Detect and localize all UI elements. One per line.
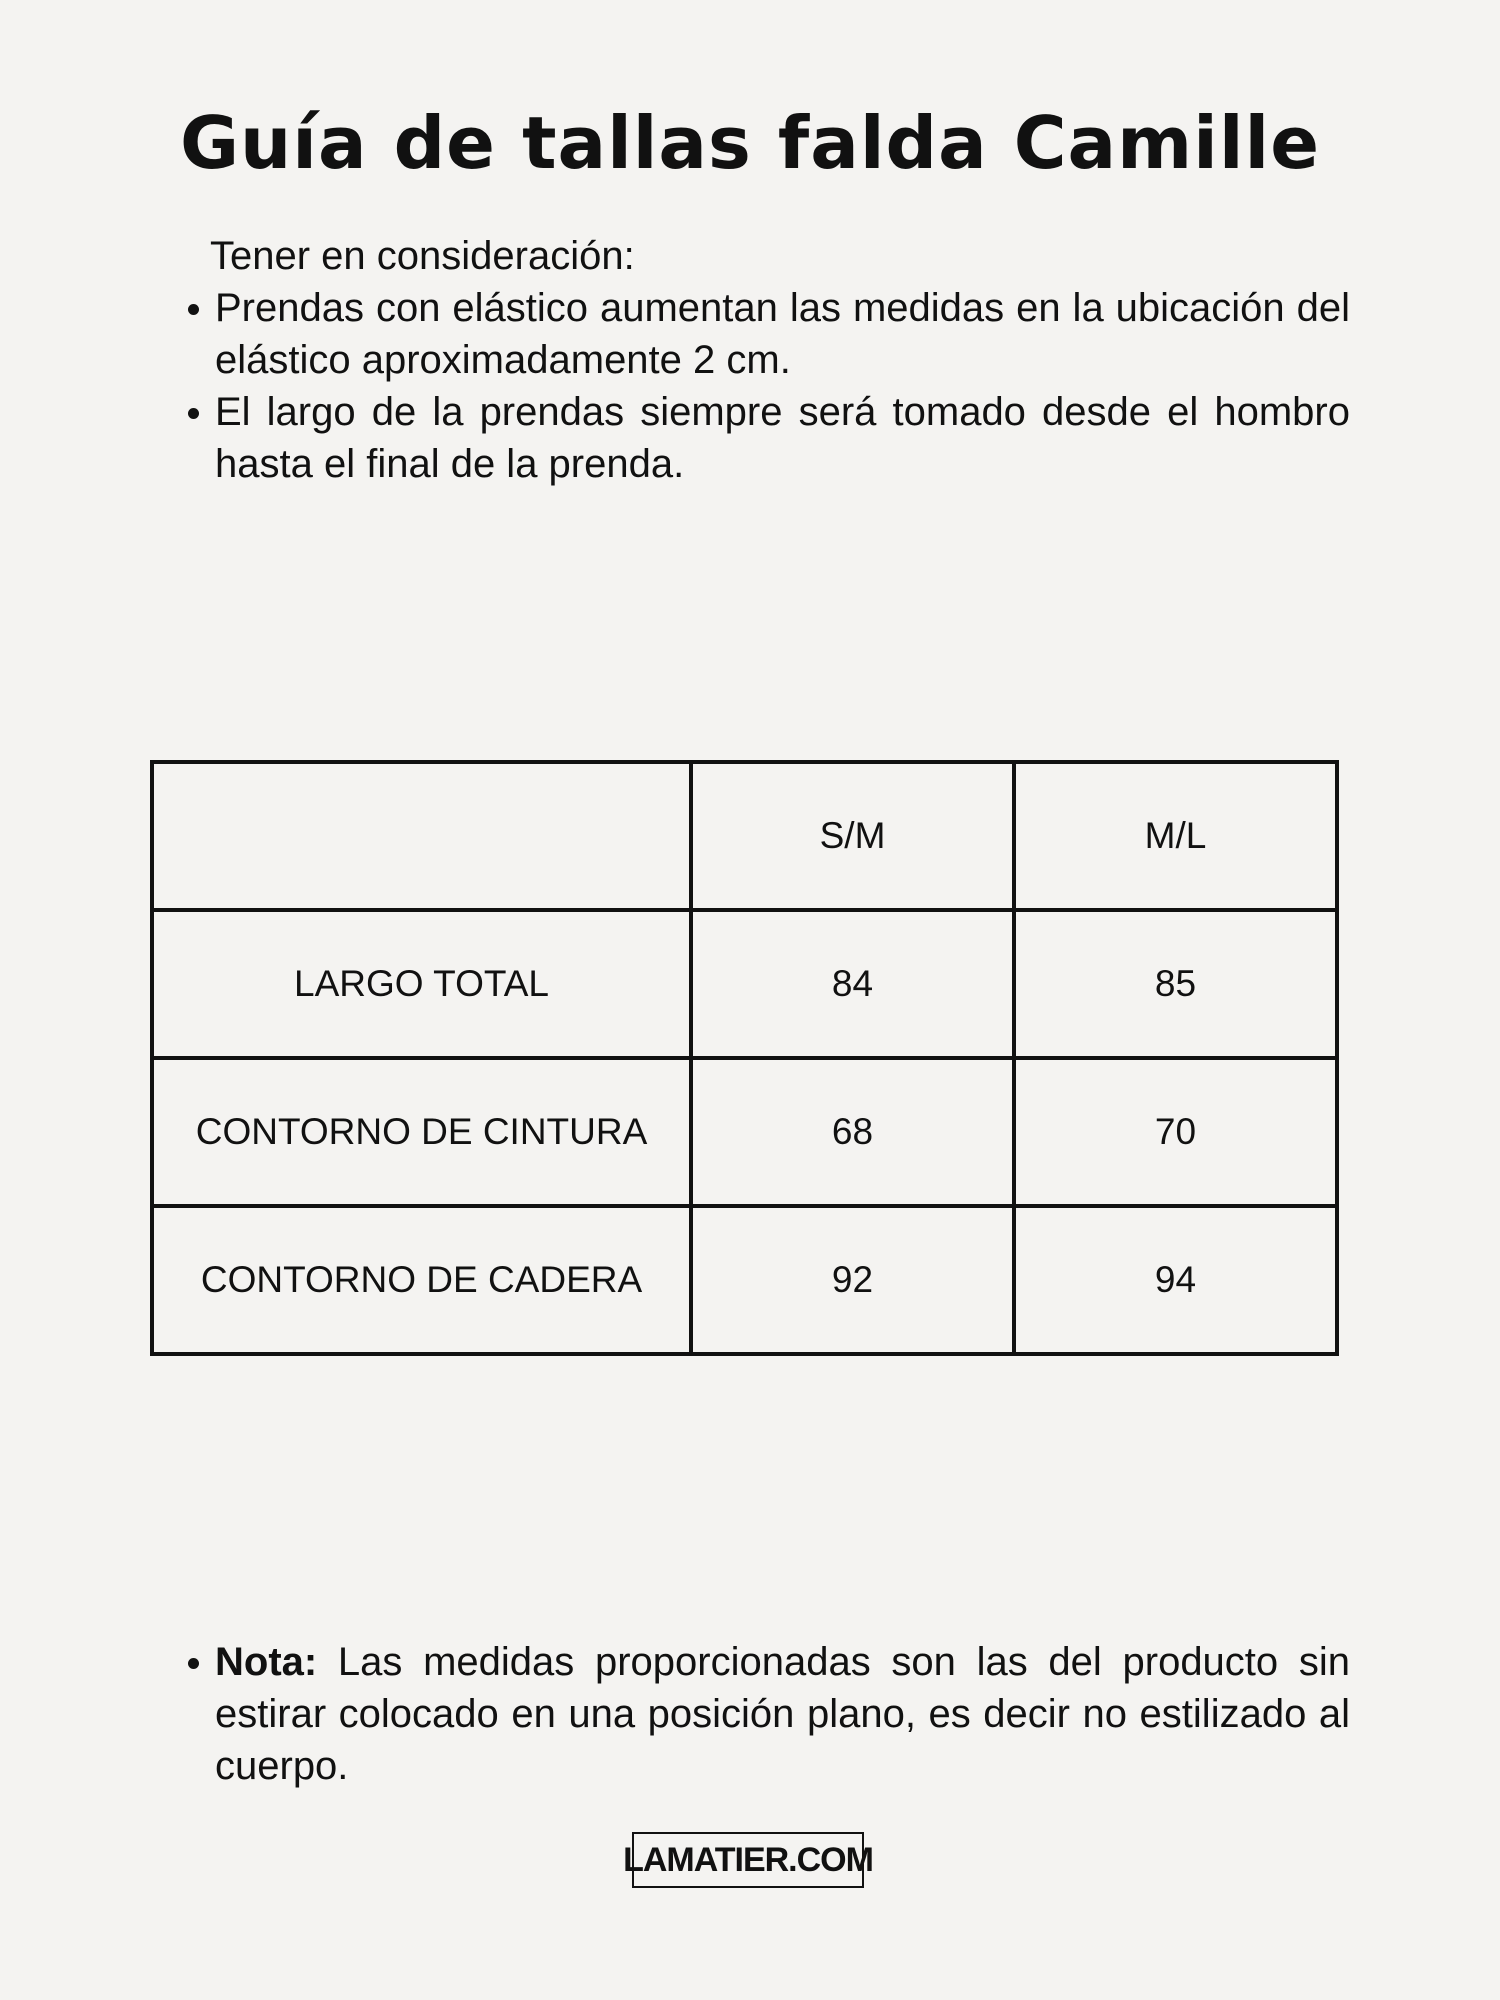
note-list — [215, 1636, 1350, 1792]
value-ml: 94 — [1014, 1206, 1337, 1354]
brand-label: LAMATIER.COM — [632, 1832, 864, 1888]
value-ml: 70 — [1014, 1058, 1337, 1206]
header-cell-sm: S/M — [691, 762, 1014, 910]
header-cell-ml: M/L — [1014, 762, 1337, 910]
row-label: CONTORNO DE CADERA — [152, 1206, 691, 1354]
value-sm: 92 — [691, 1206, 1014, 1354]
header-cell-empty — [152, 762, 691, 910]
consideration-heading: Tener en consideración: — [210, 234, 635, 278]
note-label: Nota: — [215, 1640, 318, 1684]
list-item: El largo de la prendas siempre será tomado desde el hombro hasta el final de la prenda. — [215, 386, 1350, 490]
table-row — [152, 910, 1337, 1058]
value-sm: 68 — [691, 1058, 1014, 1206]
note-text: Las medidas proporcionadas son las del producto sin estirar colocado en una posición plano, es decir no estilizado al cuerpo. — [215, 1640, 1350, 1788]
note-item — [215, 1636, 1350, 1792]
row-label: CONTORNO DE CINTURA — [152, 1058, 691, 1206]
list-item: Prendas con elástico aumentan las medidas en la ubicación del elástico aproximadamente 2 cm. — [215, 282, 1350, 386]
table-row — [152, 1058, 1337, 1206]
value-sm: 84 — [691, 910, 1014, 1058]
value-ml: 85 — [1014, 910, 1337, 1058]
table-row — [152, 1206, 1337, 1354]
page-title: Guía de tallas falda Camille — [179, 101, 1321, 185]
row-label: LARGO TOTAL — [152, 910, 691, 1058]
table-header-row — [152, 762, 1337, 910]
size-table — [150, 760, 1339, 1356]
consideration-list — [215, 282, 1350, 490]
